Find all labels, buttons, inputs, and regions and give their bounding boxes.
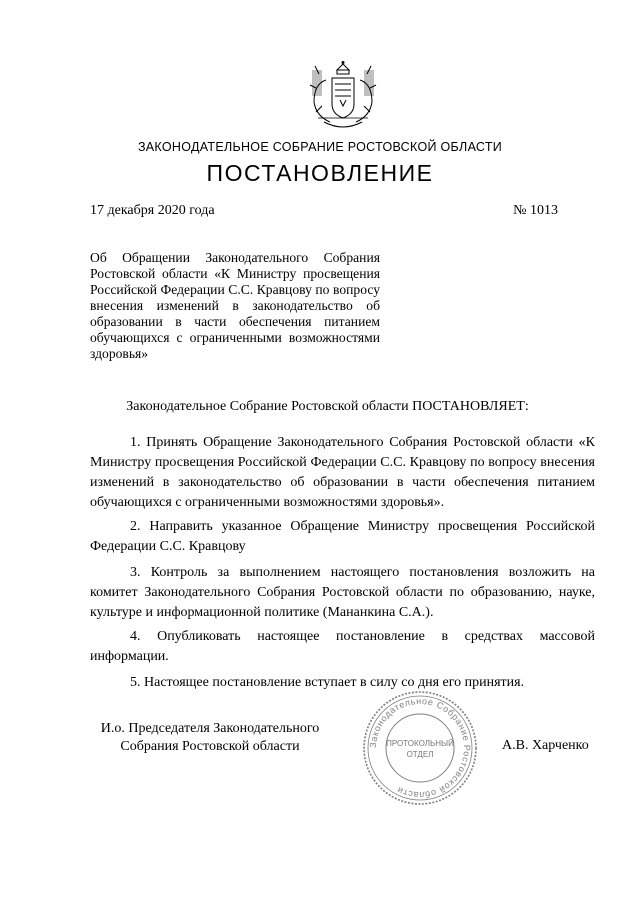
stamp-ring-text: Законодательное Собрание Ростовской области: [367, 695, 473, 801]
preamble: Законодательное Собрание Ростовской области ПОСТАНОВЛЯЕТ:: [126, 399, 529, 414]
organization-name: ЗАКОНОДАТЕЛЬНОЕ СОБРАНИЕ РОСТОВСКОЙ ОБЛАСТИ: [137, 140, 503, 154]
signer-position: [90, 720, 330, 756]
resolution-paragraph-5: 5. Настоящее постановление вступает в силу со дня его принятия.: [130, 675, 525, 690]
document-subject: Об Обращении Законодательного Собрания Ростовской области «К Министру просвещения Российской Федерации С.С. Кравцову по вопросу внесения изменений в законодательство об образовании в части обеспечения питанием обучающихся с ограниченными возможностями здоровья»: [90, 250, 380, 361]
document-date: 17 декабря 2020 года: [90, 203, 215, 218]
resolution-paragraph-2: 2. Направить указанное Обращение Министру просвещения Российской Федерации С.С. Кравцову: [90, 519, 595, 554]
official-stamp: [360, 688, 480, 808]
resolution-paragraph-1: 1. Принять Обращение Законодательного Собрания Ростовской области «К Министру просвещения Российской Федерации С.С. Кравцову по вопросу внесения изменений в законодательство об образовании в части обеспечения питанием обучающихся с ограниченными возможностями здоровья».: [90, 435, 595, 510]
stamp-center-line-1: ПРОТОКОЛЬНЫЙ: [386, 739, 454, 748]
signer-name: А.В. Харченко: [502, 738, 589, 753]
signer-position-line-2: Собрания Ростовской области: [120, 739, 300, 754]
coat-of-arms-emblem: [304, 60, 382, 132]
resolution-paragraph-4: 4. Опубликовать настоящее постановление в средствах массовой информации.: [90, 629, 595, 664]
document-type-title: ПОСТАНОВЛЕНИЕ: [206, 160, 434, 186]
document-number: № 1013: [513, 203, 558, 218]
stamp-center-line-2: ОТДЕЛ: [406, 750, 434, 759]
resolution-paragraph-3: 3. Контроль за выполнением настоящего постановления возложить на комитет Законодательного Собрания Ростовской области по образованию, науке, культуре и информационной политике (Мананкина С.А.).: [90, 565, 595, 620]
signer-position-line-1: И.о. Председателя Законодательного: [100, 721, 320, 736]
